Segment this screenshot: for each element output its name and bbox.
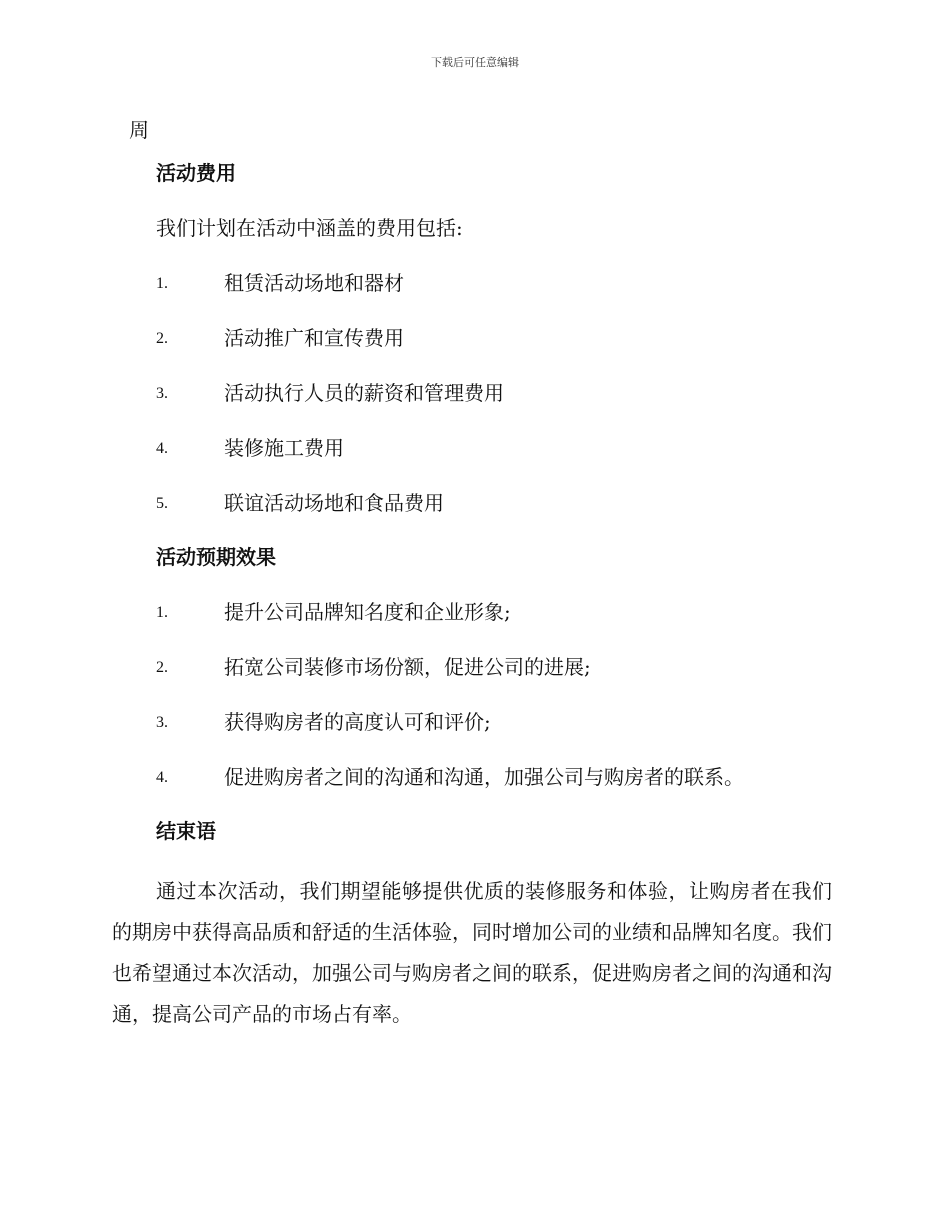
list-number: 5. xyxy=(156,495,168,512)
list-item xyxy=(156,435,856,461)
list-item xyxy=(156,764,856,790)
section-heading-effects: 活动预期效果 xyxy=(156,545,276,569)
list-text: 拓宽公司装修市场份额，促进公司的进展; xyxy=(224,655,591,679)
list-number: 4. xyxy=(156,769,168,786)
list-text: 租赁活动场地和器材 xyxy=(224,271,404,295)
list-number: 2. xyxy=(156,330,168,347)
list-item xyxy=(156,599,856,625)
text-fragment: 周 xyxy=(129,118,149,142)
list-number: 3. xyxy=(156,714,168,731)
list-number: 3. xyxy=(156,385,168,402)
list-text: 提升公司品牌知名度和企业形象; xyxy=(224,600,511,624)
section-heading-costs: 活动费用 xyxy=(156,161,236,185)
list-text: 联谊活动场地和食品费用 xyxy=(224,491,444,515)
list-number: 1. xyxy=(156,604,168,621)
list-number: 1. xyxy=(156,275,168,292)
list-text: 活动推广和宣传费用 xyxy=(224,326,404,350)
page-header-note: 下载后可任意编辑 xyxy=(431,56,519,69)
list-text: 活动执行人员的薪资和管理费用 xyxy=(224,381,504,405)
list-item xyxy=(156,654,856,680)
list-number: 2. xyxy=(156,659,168,676)
list-number: 4. xyxy=(156,440,168,457)
list-item xyxy=(156,380,856,406)
conclusion-paragraph: 通过本次活动，我们期望能够提供优质的装修服务和体验，让购房者在我们的期房中获得高品质和舒适的生活体验，同时增加公司的业绩和品牌知名度。我们也希望通过本次活动，加强公司与购房者之间的联系，促进购房者之间的沟通和沟通，提高公司产品的市场占有率。 xyxy=(112,879,832,1026)
list-text: 获得购房者的高度认可和评价; xyxy=(224,710,491,734)
section-heading-conclusion: 结束语 xyxy=(156,819,216,843)
costs-intro: 我们计划在活动中涵盖的费用包括: xyxy=(156,216,463,240)
list-item xyxy=(156,490,856,516)
list-item xyxy=(156,709,856,735)
list-text: 促进购房者之间的沟通和沟通，加强公司与购房者的联系。 xyxy=(224,765,744,789)
list-text: 装修施工费用 xyxy=(224,436,344,460)
list-item xyxy=(156,325,856,351)
list-item xyxy=(156,270,856,296)
